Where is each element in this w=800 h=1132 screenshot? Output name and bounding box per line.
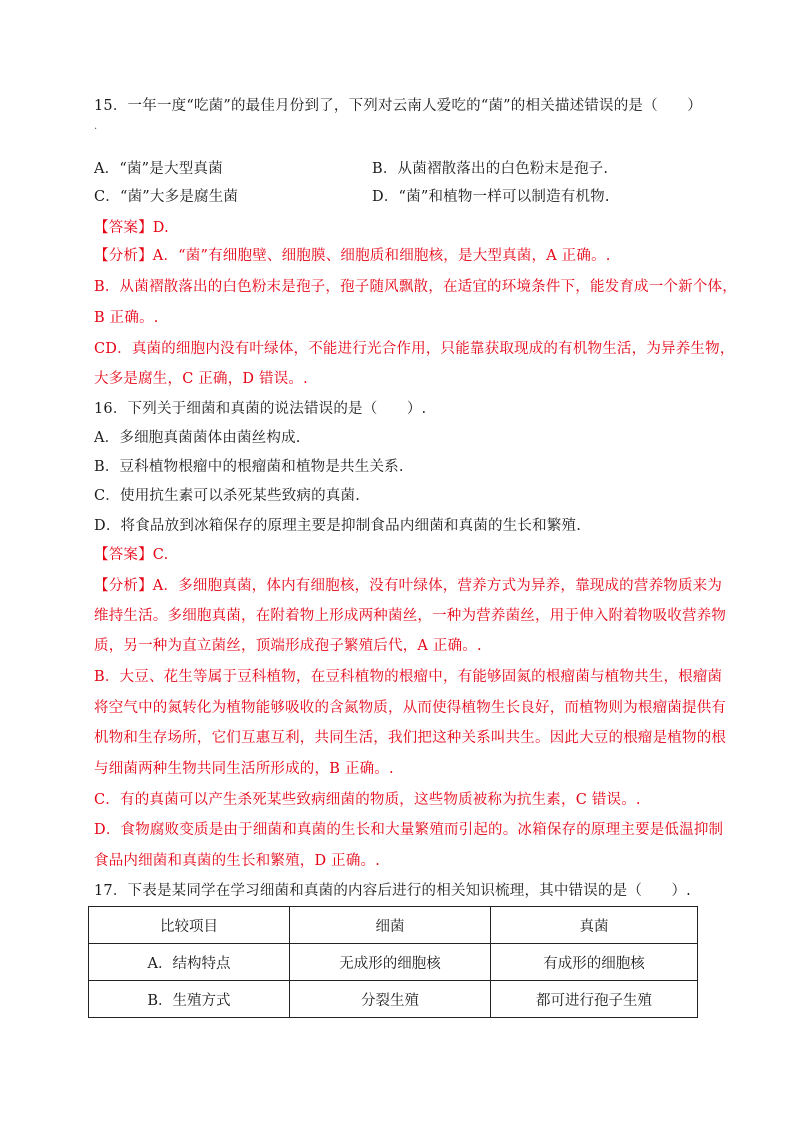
q15-option-d: D．“菌”和植物一样可以制造有机物.: [372, 189, 610, 205]
table-header-cell: 真菌: [490, 907, 697, 944]
table-header-cell: 细菌: [289, 907, 490, 944]
q16-answer: 【答案】C.: [94, 547, 169, 563]
q16-option-a: A．多细胞真菌菌体由菌丝构成.: [94, 430, 301, 446]
q16-analysis-line: 【分析】A．多细胞真菌，体内有细胞核，没有叶绿体，营养方式为异养，靠现成的营养物质来为: [94, 578, 723, 594]
q15-stem: 15．一年一度“吃菌”的最佳月份到了，下列对云南人爱吃的“菌”的相关描述错误的是（ ）: [94, 98, 702, 114]
table-header-row: [89, 907, 698, 944]
q16-analysis-line: 将空气中的氮转化为植物能够吸收的含氮物质，从而使得植物生长良好，而植物则为根瘤菌提供有: [94, 700, 727, 716]
q16-option-c: C．使用抗生素可以杀死某些致病的真菌.: [94, 488, 361, 504]
table-cell: A．结构特点: [89, 944, 290, 981]
table-cell: 无成形的细胞核: [289, 944, 490, 981]
q15-analysis-line: CD．真菌的细胞内没有叶绿体，不能进行光合作用，只能靠获取现成的有机物生活，为异养生物，: [94, 341, 735, 357]
q15-analysis-line: 大多是腐生，C 正确，D 错误。.: [94, 371, 308, 387]
q16-analysis-line: 食品内细菌和真菌的生长和繁殖，D 正确。.: [94, 853, 381, 869]
q15-option-b: B．从菌褶散落出的白色粉末是孢子.: [372, 161, 609, 177]
q16-analysis-line: C．有的真菌可以产生杀死某些致病细菌的物质，这些物质被称为抗生素，C 错误。.: [94, 792, 641, 808]
q15-analysis-line: 【分析】A．“菌”有细胞壁、细胞膜、细胞质和细胞核，是大型真菌，A 正确。.: [94, 248, 611, 264]
table-row: [89, 981, 698, 1018]
table-row: [89, 944, 698, 981]
q16-option-d: D．将食品放到冰箱保存的原理主要是抑制食品内细菌和真菌的生长和繁殖.: [94, 518, 582, 534]
q15-option-a: A．“菌”是大型真菌: [94, 161, 223, 177]
q16-option-b: B．豆科植物根瘤中的根瘤菌和植物是共生关系.: [94, 459, 404, 475]
q15-option-c: C．“菌”大多是腐生菌: [94, 189, 239, 205]
q16-stem: 16．下列关于细菌和真菌的说法错误的是（ ）.: [94, 401, 427, 417]
comparison-table: [88, 906, 698, 1018]
table-cell: 有成形的细胞核: [490, 944, 697, 981]
q15-analysis-line: B．从菌褶散落出的白色粉末是孢子，孢子随风飘散，在适宜的环境条件下，能发育成一个新个体，: [94, 279, 737, 295]
paragraph-mark: .: [94, 121, 98, 132]
q17-stem: 17．下表是某同学在学习细菌和真菌的内容后进行的相关知识梳理，其中错误的是（ ）.: [94, 883, 691, 899]
q15-analysis-line: B 正确。.: [94, 310, 159, 326]
table-cell: B．生殖方式: [89, 981, 290, 1018]
q16-analysis-line: 维持生活。多细胞真菌，在附着物上形成两种菌丝，一种为营养菌丝，用于伸入附着物吸收营养物: [94, 608, 727, 624]
table-cell: 都可进行孢子生殖: [490, 981, 697, 1018]
q16-analysis-line: 与细菌两种生物共同生活所形成的，B 正确。.: [94, 761, 394, 777]
table-header-cell: 比较项目: [89, 907, 290, 944]
q16-analysis-line: D．食物腐败变质是由于细菌和真菌的生长和大量繁殖而引起的。冰箱保存的原理主要是低温抑制: [94, 822, 724, 838]
q16-analysis-line: B．大豆、花生等属于豆科植物，在豆科植物的根瘤中，有能够固氮的根瘤菌与植物共生，根瘤菌: [94, 669, 723, 685]
q15-answer: 【答案】D.: [94, 220, 169, 236]
q16-analysis-line: 质，另一种为直立菌丝，顶端形成孢子繁殖后代，A 正确。.: [94, 638, 482, 654]
q16-analysis-line: 机物和生存场所，它们互惠互利，共同生活，我们把这种关系叫共生。因此大豆的根瘤是植物的根: [94, 730, 727, 746]
table-cell: 分裂生殖: [289, 981, 490, 1018]
